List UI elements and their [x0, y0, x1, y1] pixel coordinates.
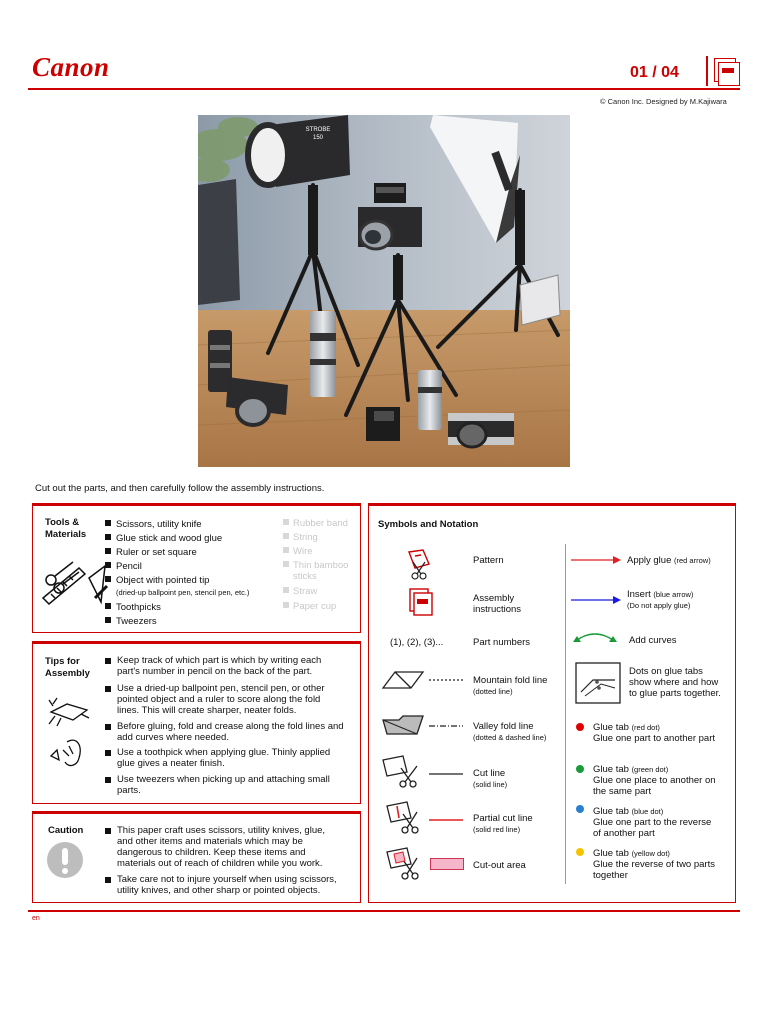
partial-cut-icon	[385, 800, 425, 836]
list-item-continuation: sticks	[293, 571, 317, 582]
cut-out-icon	[385, 846, 425, 882]
pointed-object-note: (dried-up ballpoint pen, stencil pen, etc.)	[116, 588, 250, 597]
symbols-box	[368, 503, 736, 903]
apply-glue-label: Apply glue (red arrow)	[627, 555, 711, 566]
tips-title: Tips for Assembly	[45, 656, 90, 679]
list-item: Glue stick and wood glue	[105, 533, 222, 544]
svg-text:150: 150	[312, 135, 324, 141]
list-item: Before gluing, fold and crease along the fold lines and add curves where needed.	[117, 721, 344, 743]
list-item: Tweezers	[105, 616, 157, 627]
list-item: Scissors, utility knife	[105, 519, 202, 530]
scissors-ruler-icon	[39, 558, 109, 606]
caution-box	[32, 811, 361, 903]
list-item: Wire	[283, 546, 313, 557]
list-item: Use a toothpick when applying glue. Thinly applied glue gives a neater finish.	[117, 747, 331, 769]
mountain-fold-icon	[381, 668, 425, 692]
list-item: Use tweezers when picking up and attaching small parts.	[117, 774, 330, 796]
list-item: Keep track of which part is which by writing each part's number in pencil on the back of the part.	[117, 655, 322, 677]
tools-title: Tools & Materials	[45, 517, 87, 540]
canon-logo: Canon	[32, 52, 110, 82]
tips-box	[32, 641, 361, 804]
intro-text: Cut out the parts, and then carefully follow the assembly instructions.	[35, 483, 325, 494]
insert-label: Insert (blue arrow) (Do not apply glue)	[627, 589, 694, 610]
cutout-swatch	[430, 858, 464, 870]
warning-icon	[47, 842, 83, 878]
cut-line-icon	[381, 754, 425, 790]
valley-fold-label: Valley fold line (dotted & dashed line)	[473, 721, 547, 742]
tools-materials-box	[32, 503, 361, 633]
copyright: © Canon Inc. Designed by M.Kajiwara	[600, 97, 727, 106]
list-item: String	[283, 532, 318, 543]
list-item: Rubber band	[283, 518, 348, 529]
list-item: Paper cup	[283, 601, 336, 612]
yellow-dot-icon	[576, 848, 584, 856]
assembly-label: Assembly instructions	[473, 593, 522, 615]
dots-description: Dots on glue tabs show where and how to glue parts together.	[629, 666, 721, 699]
list-item: Toothpicks	[105, 602, 161, 613]
dotted-line-sample	[429, 678, 463, 682]
dash-dot-line-sample	[429, 724, 463, 728]
blue-glue-tab-label: Glue tab (blue dot) Glue one part to the reverse of another part	[593, 806, 712, 839]
pattern-label: Pattern	[473, 555, 504, 566]
partial-cut-label: Partial cut line (solid red line)	[473, 813, 533, 834]
list-item: This paper craft uses scissors, utility knives, glue, and other items and materials which may be dangerous to children. Keep these items and materials out of reach of children while you work.	[117, 825, 326, 869]
red-glue-tab-label: Glue tab (red dot) Glue one part to another part	[593, 722, 715, 744]
list-item: Straw	[283, 586, 317, 597]
curve-arrow-icon	[571, 630, 619, 646]
blue-arrow-icon	[571, 595, 621, 605]
header-rule	[28, 88, 740, 90]
assembly-instructions-icon	[407, 586, 435, 620]
part-numbers-code: (1), (2), (3)...	[390, 637, 444, 648]
caution-title: Caution	[48, 825, 84, 836]
product-photo	[198, 115, 570, 467]
language-code: en	[32, 915, 40, 922]
valley-fold-icon	[381, 714, 425, 738]
list-item: Use a dried-up ballpoint pen, stencil pen, or other pointed object and a ruler to score along the fold lines. This will create sharper, neater folds.	[117, 683, 325, 716]
cut-line-label: Cut line (solid line)	[473, 768, 508, 789]
list-item: Object with pointed tip	[105, 575, 209, 586]
footer-rule	[28, 910, 740, 912]
svg-text:STROBE: STROBE	[305, 127, 331, 133]
red-arrow-icon	[571, 555, 621, 565]
list-item: Thin bamboo	[283, 560, 348, 571]
red-dot-icon	[576, 723, 584, 731]
cutout-label: Cut-out area	[473, 860, 526, 871]
column-divider	[565, 544, 566, 884]
list-item: Pencil	[105, 561, 142, 572]
add-curves-label: Add curves	[629, 635, 677, 646]
pattern-icon	[405, 548, 435, 582]
pages-icon	[706, 56, 742, 86]
mountain-fold-label: Mountain fold line (dotted line)	[473, 675, 548, 696]
red-line-sample	[429, 818, 463, 822]
solid-line-sample	[429, 772, 463, 776]
green-dot-icon	[576, 765, 584, 773]
green-glue-tab-label: Glue tab (green dot) Glue one place to another on the same part	[593, 764, 716, 797]
folding-hands-icon	[47, 696, 93, 776]
glue-tab-dots-icon	[575, 662, 621, 704]
part-numbers-label: Part numbers	[473, 637, 531, 648]
list-item: Ruler or set square	[105, 547, 197, 558]
symbols-title: Symbols and Notation	[378, 519, 479, 530]
yellow-glue-tab-label: Glue tab (yellow dot) Glue the reverse of two parts together	[593, 848, 715, 881]
list-item: Take care not to injure yourself when using scissors, utility knives, and other sharp or pointed objects.	[117, 874, 337, 896]
blue-dot-icon	[576, 805, 584, 813]
page-number: 01 / 04	[630, 64, 679, 81]
